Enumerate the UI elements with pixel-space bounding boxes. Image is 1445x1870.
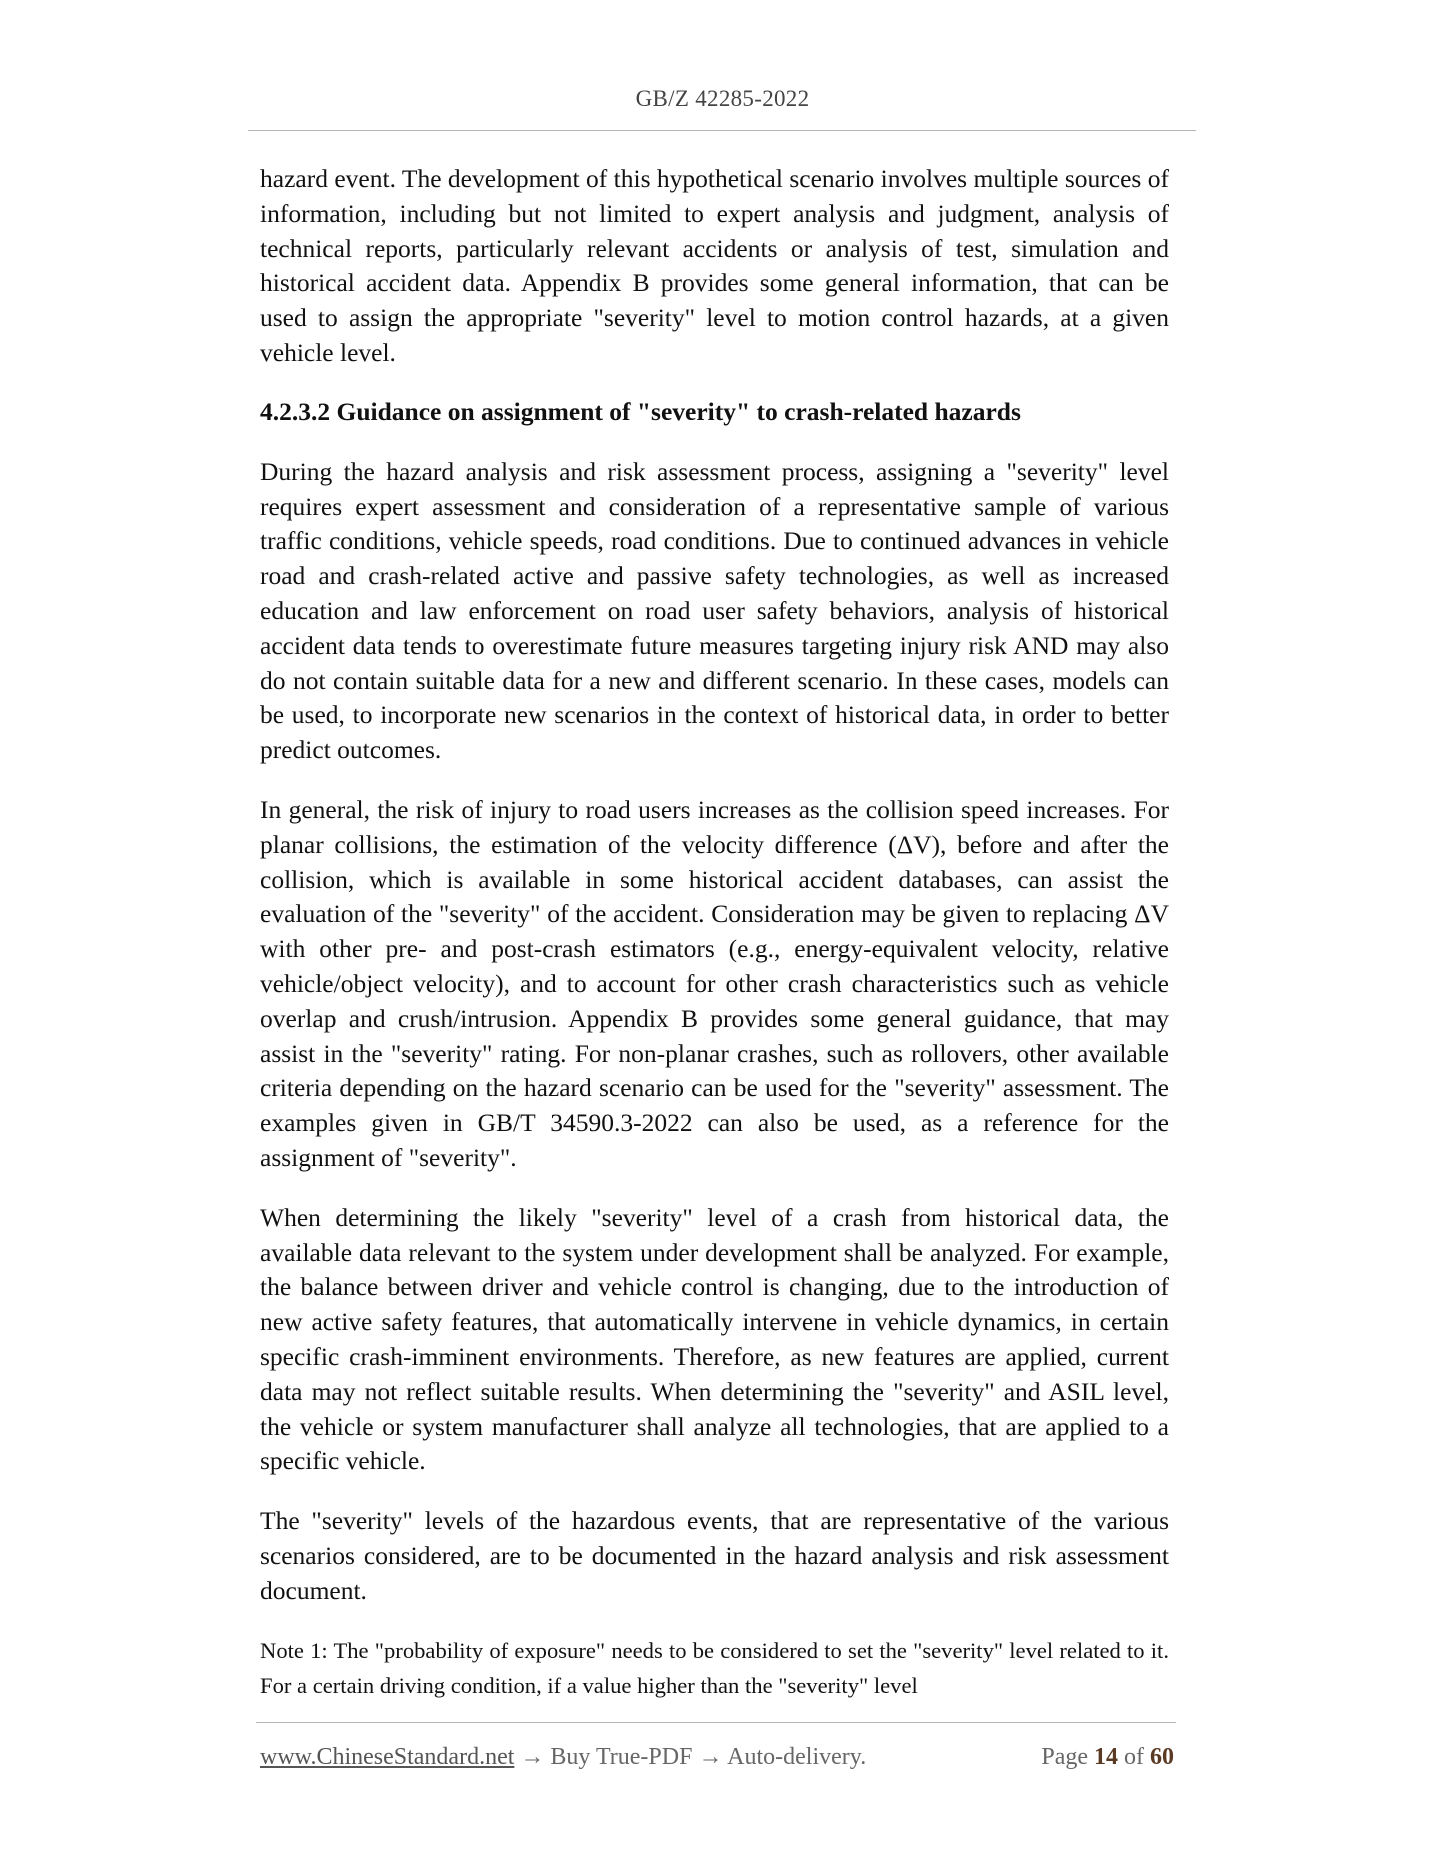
header-divider bbox=[248, 130, 1196, 131]
paragraph-3: When determining the likely "severity" level of a crash from historical data, the available data relevant to the system under development shall be analyzed. For example, the balance between driver and vehicle control is changing, due to the introduction of new active safety features, that automatically intervene in vehicle dynamics, in certain specific crash-imminent environments. Therefore, as new features are applied, current data may not reflect suitable results. When determining the "severity" and ASIL level, the vehicle or system manufacturer shall analyze all technologies, that are applied to a specific vehicle. bbox=[260, 1202, 1169, 1476]
paragraph-1: During the hazard analysis and risk assessment process, assigning a "severity" level requires expert assessment and consideration of a representative sample of various traffic conditions, vehicle speeds, road conditions. Due to continued advances in vehicle road and crash-related active and passive safety technologies, as well as increased education and law enforcement on road user safety behaviors, analysis of historical accident data tends to overestimate future measures targeting injury risk AND may also do not contain suitable data for a new and different scenario. In these cases, models can be used, to incorporate new scenarios in the context of historical data, in order to better predict outcomes. bbox=[260, 456, 1169, 765]
footer-promo bbox=[260, 1744, 866, 1771]
page-number bbox=[1041, 1744, 1174, 1771]
paragraph-intro: hazard event. The development of this hypothetical scenario involves multiple sources of information, including but not limited to expert analysis and judgment, analysis of technical reports, particularly relevant accidents or analysis of test, simulation and historical accident data. Appendix B provides some general information, that can be used to assign the appropriate "severity" level to motion control hazards, at a given vehicle level. bbox=[260, 164, 1169, 367]
page-footer bbox=[260, 1744, 1174, 1778]
section-heading: 4.2.3.2 Guidance on assignment of "severity" to crash-related hazards bbox=[260, 396, 1021, 426]
running-header: GB/Z 42285-2022 bbox=[635, 86, 810, 111]
paragraph-4: The "severity" levels of the hazardous events, that are representative of the various scenarios considered, are to be documented in the hazard analysis and risk assessment document. bbox=[260, 1506, 1169, 1605]
note-1: Note 1: The "probability of exposure" needs to be considered to set the "severity" level related to it. For a certain driving condition, if a value higher than the "severity" level bbox=[260, 1638, 1169, 1698]
page-total: 60 bbox=[1150, 1744, 1174, 1770]
page-label: Page bbox=[1041, 1744, 1094, 1770]
page-body bbox=[260, 162, 1169, 1703]
auto-delivery-text: Auto-delivery. bbox=[727, 1744, 867, 1770]
arrow-icon: → bbox=[514, 1744, 551, 1770]
site-link[interactable]: www.ChineseStandard.net bbox=[260, 1744, 515, 1770]
paragraph-2: In general, the risk of injury to road users increases as the collision speed increases. For planar collisions, the estimation of the velocity difference (ΔV), before and after the collision, which is available in some historical accident databases, can assist the evaluation of the "severity" of the accident. Consideration may be given to replacing ΔV with other pre- and post-crash estimators (e.g., energy-equivalent velocity, relative vehicle/object velocity), and to account for other crash characteristics such as vehicle overlap and crush/intrusion. Appendix B provides some general guidance, that may assist in the "severity" rating. For non-planar crashes, such as rollovers, other available criteria depending on the hazard scenario can be used for the "severity" assessment. The examples given in GB/T 34590.3-2022 can also be used, as a reference for the assignment of "severity". bbox=[260, 794, 1169, 1172]
page-of: of bbox=[1118, 1744, 1150, 1770]
arrow-icon: → bbox=[692, 1744, 728, 1770]
buy-pdf-text: Buy True-PDF bbox=[550, 1744, 693, 1770]
footer-divider bbox=[256, 1722, 1176, 1723]
page-current: 14 bbox=[1094, 1744, 1118, 1770]
